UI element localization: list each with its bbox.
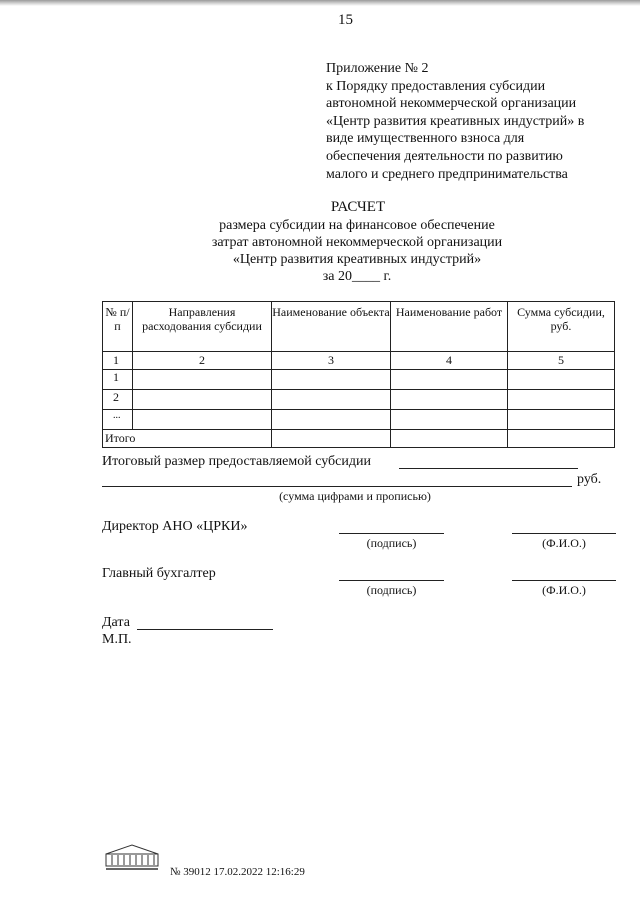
- column-number: 3: [272, 352, 391, 370]
- table-cell: [391, 430, 508, 448]
- column-number: 2: [133, 352, 272, 370]
- accountant-name-caption: (Ф.И.О.): [542, 583, 586, 597]
- subtitle-line: размера субсидии на финансовое обеспечение: [219, 218, 495, 233]
- table-cell: [508, 390, 615, 410]
- table-cell: [272, 370, 391, 390]
- table-cell: [508, 410, 615, 430]
- subtitle-line: затрат автономной некоммерческой организации: [211, 235, 503, 250]
- table-cell: [133, 370, 272, 390]
- director-label: Директор АНО «ЦРКИ»: [102, 519, 248, 534]
- summary-words-line: [102, 486, 572, 487]
- table-cell: [391, 390, 508, 410]
- summary-label: Итоговый размер предоставляемой субсидии: [102, 454, 371, 469]
- document-title: РАСЧЕТ: [330, 199, 386, 215]
- table-cell: [508, 370, 615, 390]
- date-line: [137, 629, 273, 630]
- column-number: 1: [103, 352, 133, 370]
- annex-line: Приложение № 2: [326, 61, 429, 76]
- date-label: Дата: [102, 615, 130, 630]
- subsidy-table: [102, 301, 615, 448]
- table-cell: [391, 370, 508, 390]
- row-number: ...: [103, 410, 133, 430]
- registration-stamp: № 39012 17.02.2022 12:16:29: [170, 866, 305, 878]
- row-number: 2: [103, 390, 133, 410]
- director-name-caption: (Ф.И.О.): [542, 536, 586, 550]
- table-cell: [272, 390, 391, 410]
- annex-line: виде имущественного взноса для: [326, 131, 525, 147]
- page-number: 15: [338, 12, 353, 28]
- col-header-number: № п/п: [103, 302, 133, 352]
- annex-line: малого и среднего предпринимательства: [326, 166, 568, 182]
- table-row: [103, 410, 615, 430]
- total-row: [103, 430, 615, 448]
- table-cell: [508, 430, 615, 448]
- director-signature-line: [339, 533, 444, 534]
- col-header-object: Наименование объекта: [272, 302, 391, 352]
- annex-line: обеспечения деятельности по развитию: [326, 148, 563, 164]
- seal-label: М.П.: [102, 632, 132, 647]
- summary-caption: (сумма цифрами и прописью): [279, 489, 431, 503]
- table-cell: [391, 410, 508, 430]
- col-header-amount: Сумма субсидии, руб.: [508, 302, 615, 352]
- summary-amount-line: [399, 468, 578, 469]
- table-row: [103, 390, 615, 410]
- accountant-signature-caption: (подпись): [366, 583, 417, 597]
- table-row: [103, 370, 615, 390]
- subtitle-period: за 20____ г.: [322, 269, 392, 284]
- accountant-name-line: [512, 580, 616, 581]
- table-cell: [133, 410, 272, 430]
- annex-line: к Порядку предоставления субсидии: [326, 78, 546, 94]
- col-header-works: Наименование работ: [391, 302, 508, 352]
- director-signature-caption: (подпись): [366, 536, 417, 550]
- scan-top-edge: [0, 0, 640, 6]
- director-name-line: [512, 533, 616, 534]
- col-header-direction: Направления расходования субсидии: [133, 302, 272, 352]
- total-label: Итого: [103, 430, 272, 448]
- column-number: 5: [508, 352, 615, 370]
- table-cell: [272, 430, 391, 448]
- subtitle-line: «Центр развития креативных индустрий»: [232, 252, 482, 267]
- annex-header: [326, 60, 626, 183]
- table-header-row: [103, 302, 615, 352]
- annex-line: автономной некоммерческой организации: [326, 96, 577, 112]
- building-stamp-icon: [104, 842, 160, 872]
- accountant-label: Главный бухгалтер: [102, 566, 216, 581]
- table-cell: [272, 410, 391, 430]
- row-number: 1: [103, 370, 133, 390]
- accountant-signature-line: [339, 580, 444, 581]
- column-number-row: [103, 352, 615, 370]
- table-cell: [133, 390, 272, 410]
- annex-line: «Центр развития креативных индустрий» в: [326, 113, 585, 129]
- summary-currency: руб.: [577, 472, 602, 487]
- column-number: 4: [391, 352, 508, 370]
